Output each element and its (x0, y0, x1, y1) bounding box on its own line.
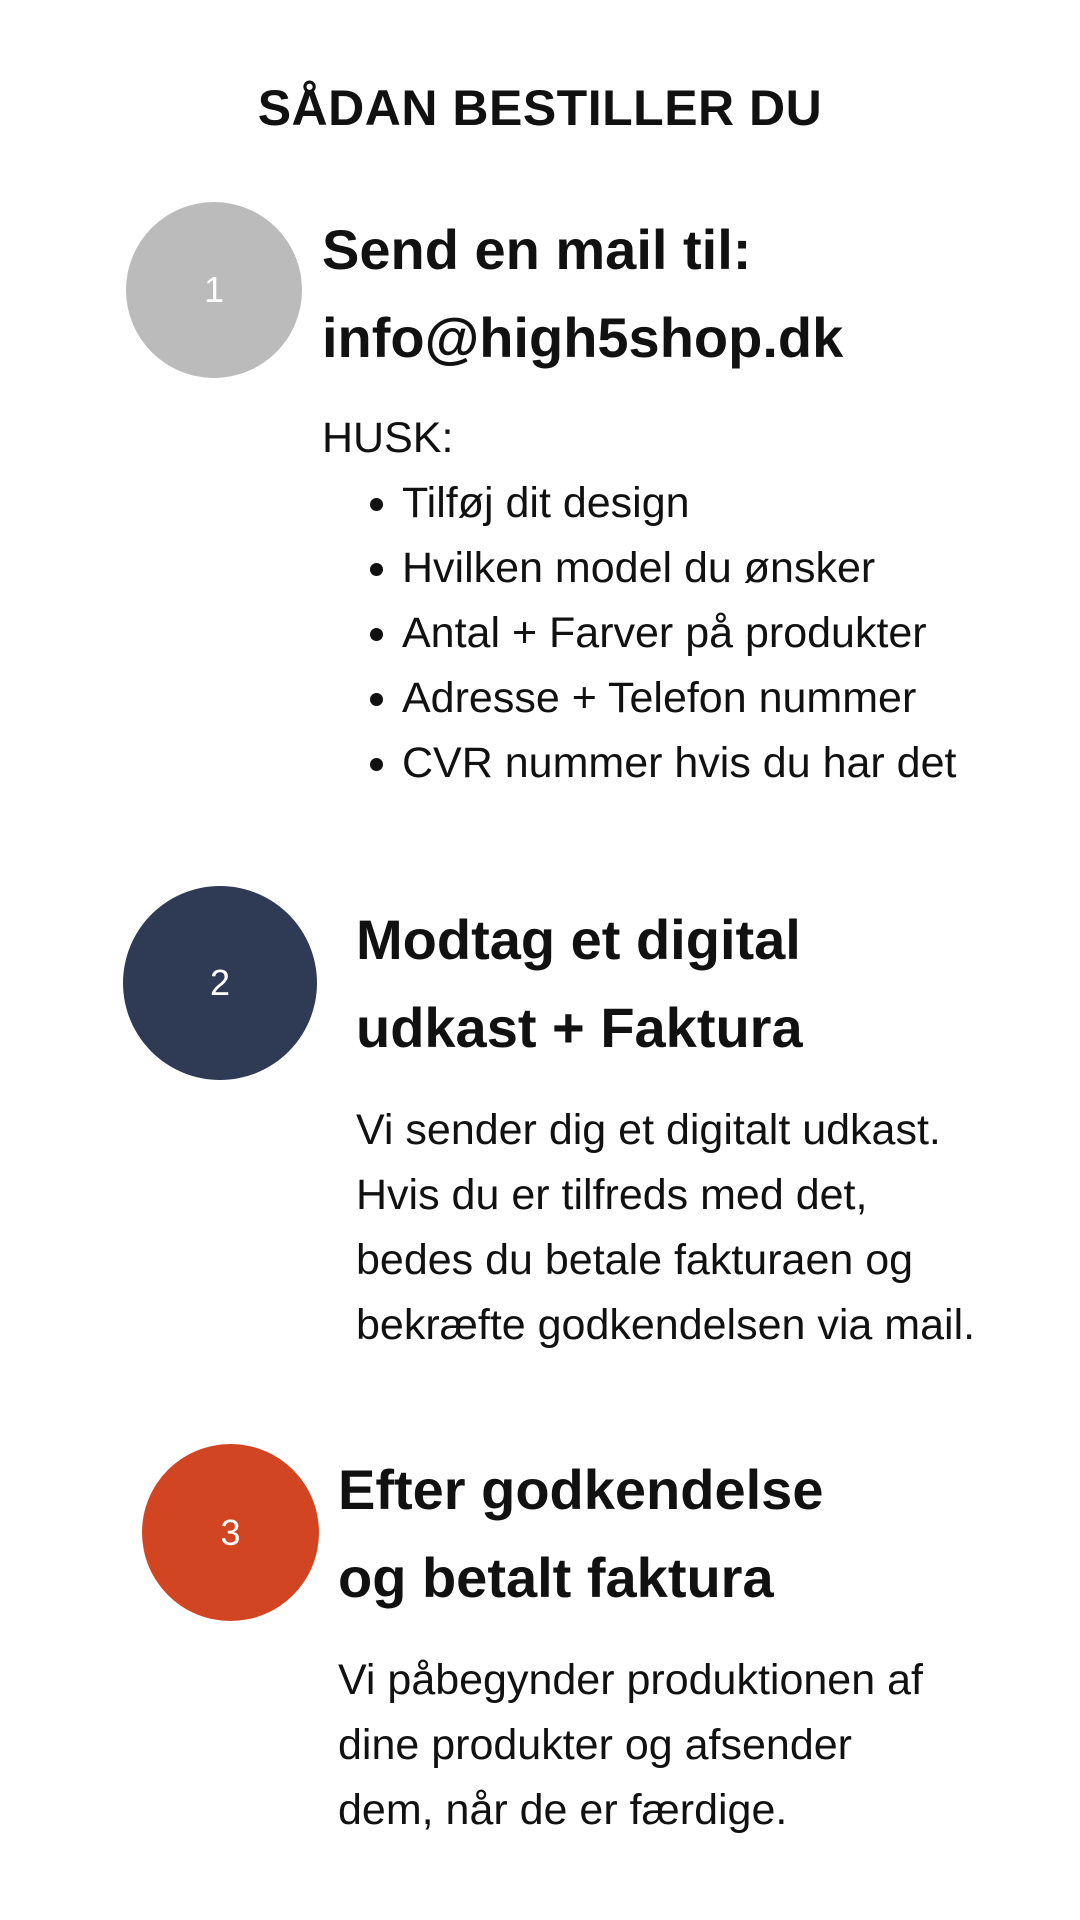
step-1-heading-line: Send en mail til: (322, 218, 752, 281)
step-1-email-address: info@high5shop.dk (322, 306, 844, 369)
step-3-number-circle: 3 (142, 1444, 319, 1621)
step-3-heading (338, 1446, 823, 1622)
step-2-description-line: Hvis du er tilfreds med det, (356, 1171, 868, 1219)
list-item: • Antal + Farver på produkter (402, 601, 956, 666)
list-item: • CVR nummer hvis du har det (402, 731, 956, 796)
list-item: • Tilføj dit design (402, 471, 956, 536)
step-2-description (356, 1098, 975, 1358)
step-3-heading-line: og betalt faktura (338, 1546, 774, 1609)
list-item: • Adresse + Telefon nummer (402, 666, 956, 731)
step-2-description-line: bekræfte godkendelsen via mail. (356, 1301, 976, 1349)
step-2-heading-line: udkast + Faktura (356, 996, 803, 1059)
step-2-description-line: Vi sender dig et digitalt udkast. (356, 1106, 941, 1154)
step-3-heading-line: Efter godkendelse (338, 1458, 824, 1521)
step-2-number-circle: 2 (123, 886, 317, 1080)
step-1-heading (322, 206, 843, 382)
step-2-description-line: bedes du betale fakturaen og (356, 1236, 914, 1284)
step-1-body (322, 406, 956, 796)
step-3-description-line: dem, når de er færdige. (338, 1786, 788, 1834)
step-3-description (338, 1648, 923, 1843)
step-2-heading (356, 896, 803, 1072)
list-item: • Hvilken model du ønsker (402, 536, 956, 601)
step-2-heading-line: Modtag et digital (356, 908, 801, 971)
step-1-number-circle: 1 (126, 202, 302, 378)
step-3-description-line: dine produkter og afsender (338, 1721, 852, 1769)
step-3-description-line: Vi påbegynder produktionen af (338, 1656, 923, 1704)
husk-checklist (322, 471, 956, 796)
husk-label: HUSK: (322, 414, 454, 462)
page-title: SÅDAN BESTILLER DU (257, 80, 823, 136)
